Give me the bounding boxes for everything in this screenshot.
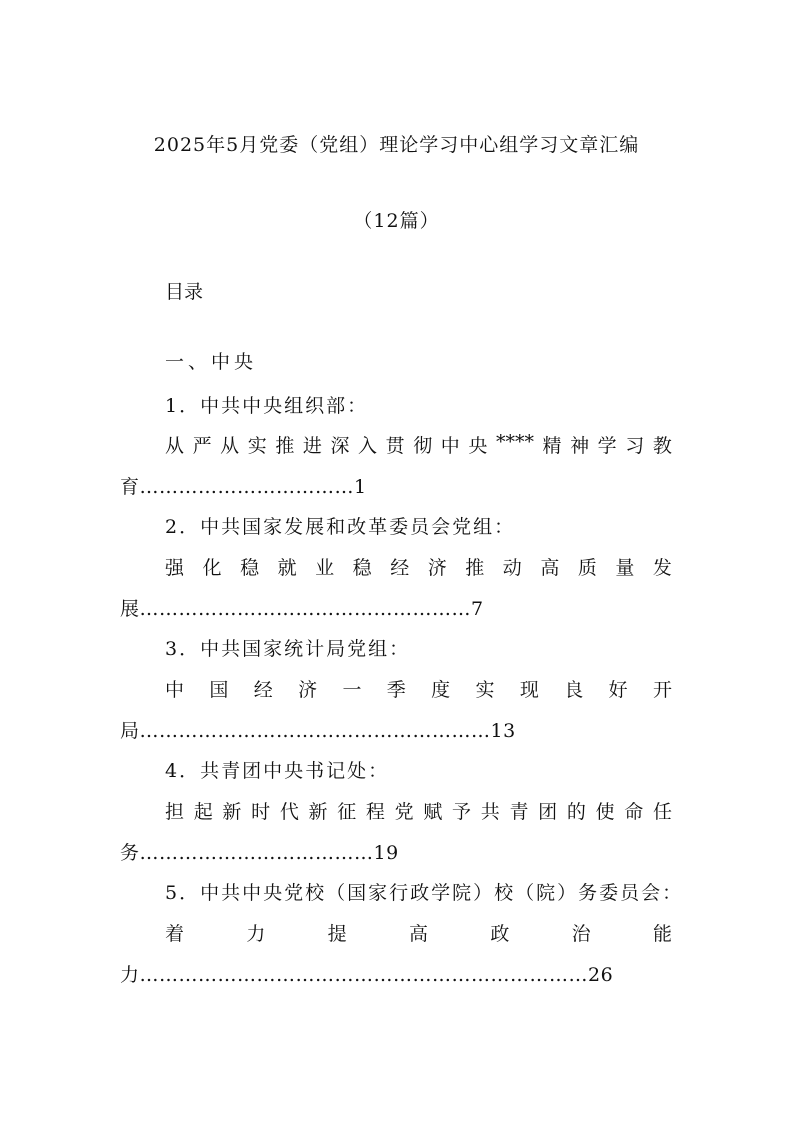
toc-entry-title-char: 治: [571, 923, 591, 945]
toc-entry-org: 2．中共国家发展和改革委员会党组：: [165, 516, 516, 538]
toc-entry-title-char: 贯: [385, 435, 405, 457]
toc-entry-org: 1．中共中央组织部：: [165, 395, 369, 417]
toc-entry-title-char: 入: [358, 435, 378, 457]
toc-entry-title-char: 深: [330, 435, 350, 457]
toc-entry-title-char: 新: [222, 801, 242, 823]
toc-entry-title-char: 稳: [352, 557, 372, 579]
toc-entry-title-char: 质: [577, 557, 597, 579]
toc-entry-title-char: 开: [652, 679, 672, 701]
toc-entry-title-char: 使: [595, 801, 615, 823]
toc-entry-title-char: 担: [165, 801, 185, 823]
toc-entry-org: 3．中共国家统计局党组：: [165, 638, 411, 660]
toc-entry-title-char: 习: [625, 435, 645, 457]
toc-entry-title-char: 实: [475, 679, 495, 701]
toc-entry-title-char: 强: [165, 557, 185, 579]
toc-entry-title-char: 中: [165, 679, 185, 701]
toc-entry-title-char: 推: [275, 435, 295, 457]
toc-heading: 目录: [165, 281, 204, 303]
toc-entry-continuation[interactable]: 展……………………………………………7: [120, 598, 484, 620]
toc-entry-title-char: 能: [652, 923, 672, 945]
toc-entry-continuation[interactable]: 育……………………………1: [120, 476, 367, 498]
toc-entry-title-char: 共: [480, 801, 500, 823]
toc-entry-title-char: 济: [298, 679, 318, 701]
toc-entry-title-char: 济: [427, 557, 447, 579]
toc-entry-title-char: 神: [570, 435, 590, 457]
toc-entry-title-char: 征: [337, 801, 357, 823]
toc-entry-title-char: 量: [615, 557, 635, 579]
toc-entry-title-char: 时: [251, 801, 271, 823]
toc-entry-title-char: 进: [302, 435, 322, 457]
toc-entry-title-char: 严: [192, 435, 212, 457]
toc-entry-title[interactable]: [165, 553, 672, 580]
toc-entry-title-char: 精: [542, 435, 562, 457]
toc-entry-title-char: 国: [209, 679, 229, 701]
document-subtitle: （12篇）: [353, 210, 440, 232]
toc-entry-title-char: 赋: [423, 801, 443, 823]
toc-entry-title-char: 任: [652, 801, 672, 823]
toc-entry-title-char: 度: [431, 679, 451, 701]
toc-entry-org: 5．中共中央党校（国家行政学院）校（院）务委员会：: [165, 882, 684, 904]
toc-entry-title-char: 好: [608, 679, 628, 701]
toc-entry-org: 4．共青团中央书记处：: [165, 760, 390, 782]
toc-entry-title-char: 从: [165, 435, 185, 457]
toc-entry-title[interactable]: [165, 431, 672, 458]
toc-entry-title-char: 程: [365, 801, 385, 823]
toc-entry-title-char: 青: [509, 801, 529, 823]
toc-entry-title-char: 高: [540, 557, 560, 579]
toc-entry-title-char: 政: [490, 923, 510, 945]
toc-entry-title-char: 实: [247, 435, 267, 457]
toc-entry-title[interactable]: [165, 675, 672, 702]
toc-entry-title-char: ****: [495, 431, 534, 453]
document-title: 2025年5月党委（党组）理论学习中心组学习文章汇编: [153, 134, 640, 156]
toc-entry-title-char: 季: [386, 679, 406, 701]
toc-entry-title-char: 推: [465, 557, 485, 579]
toc-entry-title-char: 力: [246, 923, 266, 945]
section-heading: 一、中央: [165, 351, 258, 373]
toc-entry-title-char: 就: [277, 557, 297, 579]
toc-entry-title-char: 央: [468, 435, 488, 457]
toc-entry-continuation[interactable]: 局………………………………………………13: [120, 720, 516, 742]
toc-entry-title-char: 良: [564, 679, 584, 701]
toc-entry-title-char: 新: [308, 801, 328, 823]
toc-entry-title-char: 高: [408, 923, 428, 945]
toc-entry-title-char: 学: [597, 435, 617, 457]
toc-entry-title-char: 予: [452, 801, 472, 823]
toc-entry-title-char: 命: [624, 801, 644, 823]
toc-entry-title-char: 提: [327, 923, 347, 945]
toc-entry-title-char: 现: [519, 679, 539, 701]
toc-entry-title-char: 代: [279, 801, 299, 823]
toc-entry-title-char: 团: [538, 801, 558, 823]
toc-entry-continuation[interactable]: 力……………………………………………………………26: [120, 964, 614, 986]
toc-entry-title-char: 业: [315, 557, 335, 579]
toc-entry-title-char: 经: [390, 557, 410, 579]
toc-entry-title-char: 从: [220, 435, 240, 457]
toc-entry-title-char: 动: [502, 557, 522, 579]
toc-entry-title-char: 发: [652, 557, 672, 579]
toc-entry-title-char: 教: [652, 435, 672, 457]
toc-entry-title-char: 一: [342, 679, 362, 701]
toc-entry-title-char: 党: [394, 801, 414, 823]
toc-entry-title-char: 化: [202, 557, 222, 579]
toc-entry-title-char: 中: [440, 435, 460, 457]
toc-entry-title-char: 经: [253, 679, 273, 701]
toc-entry-title[interactable]: [165, 797, 672, 824]
toc-entry-title[interactable]: [165, 919, 672, 946]
toc-entry-title-char: 的: [566, 801, 586, 823]
toc-entry-title-char: 彻: [413, 435, 433, 457]
toc-entry-title-char: 稳: [240, 557, 260, 579]
toc-entry-title-char: 起: [193, 801, 213, 823]
toc-entry-continuation[interactable]: 务………………………………19: [120, 842, 399, 864]
toc-entry-title-char: 着: [165, 923, 185, 945]
